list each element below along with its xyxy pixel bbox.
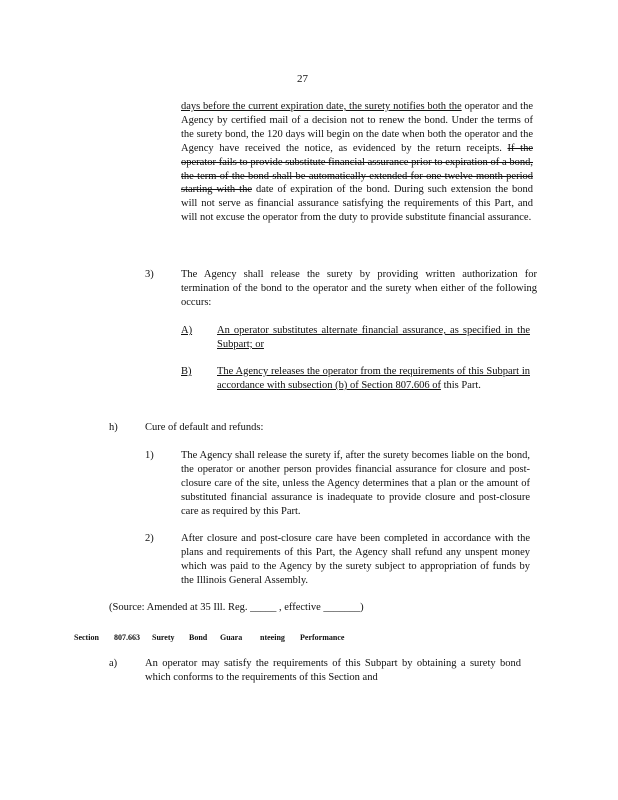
heading-word-3: Guara xyxy=(220,633,243,642)
subitem-a-label: A) xyxy=(181,325,193,336)
subsection-h-label: h) xyxy=(109,422,118,433)
source-blank-effective: _______ xyxy=(323,602,361,613)
underlined-insertion: days before the current expiration date, the surety notifies both the xyxy=(181,101,462,112)
source-text: (Source: Amended at 35 Ill. Reg. xyxy=(109,602,251,613)
continued-paragraph xyxy=(181,100,533,225)
heading-word-2: Bond xyxy=(189,633,208,642)
paragraph-text: operator and the Agency by certified mail of a decision not to renew the bond. Under the terms of the surety bond, the 120 days will begin on the date when both the operator and the Agency have received the notice, as evidenced by the return receipts. xyxy=(181,101,533,154)
source-note xyxy=(109,601,364,615)
paragraph-text-end: date of expiration of the bond. During such extension the bond will not serve as financial assurance satisfying the requirements of this Part, and will not excuse the operator from the duty to provide substitute financial assurance. xyxy=(181,184,533,224)
item-h1-label: 1) xyxy=(145,450,154,461)
source-blank-register: _____ xyxy=(250,602,277,613)
heading-word-1: Surety xyxy=(152,633,175,642)
struck-deletion: If the operator fails to provide substitute financial assurance prior to expiration of a bond, the term of the bond shall be automatically extended for one twelve month period starting with the xyxy=(181,142,533,196)
subitem-b-label: B) xyxy=(181,366,192,377)
source-close: ) xyxy=(360,602,364,613)
subitem-b-tail: this Part. xyxy=(440,379,481,391)
item-3-text: The Agency shall release the surety by providing written authorization for termination of the bond to the operator and the surety when either of the following occurs: xyxy=(181,269,537,308)
subsection-a-text: An operator may satisfy the requirements of this Subpart by obtaining a surety bond which conforms to the requirements of this Section and xyxy=(145,658,521,683)
subsection-h-title: Cure of default and refunds: xyxy=(145,422,264,433)
item-h1-text: The Agency shall release the surety if, after the surety becomes liable on the bond, the operator or another person provides financial assurance for closure and post-closure care of the site, unless the Agency determines that a plan or the amount of substituted financial assurance is inadequate to provide closure and post-closure care as required by this Part. xyxy=(181,450,530,517)
heading-word-5: Performance xyxy=(300,633,345,642)
section-number: 807.663 xyxy=(114,633,140,642)
section-label: Section xyxy=(74,633,99,642)
item-h2-text: After closure and post-closure care have been completed in accordance with the plans and requirements of this Part, the Agency shall refund any unspent money which was paid to the Agency by the surety subject to appropriation of funds by the Illinois General Assembly. xyxy=(181,533,530,586)
item-3-label: 3) xyxy=(145,269,154,280)
subitem-a-text: An operator substitutes alternate financial assurance, as specified in the Subpart; or xyxy=(217,325,530,350)
source-effective-text: , effective xyxy=(276,602,324,613)
subitem-b-text xyxy=(217,365,530,393)
page-number: 27 xyxy=(297,73,308,85)
subitem-b-underlined: The Agency releases the operator from the requirements of this Subpart in accordance with subsection (b) of Section 807.606 of xyxy=(217,366,530,391)
heading-word-4: nteeing xyxy=(260,633,285,642)
item-h2-label: 2) xyxy=(145,533,154,544)
subsection-a-label: a) xyxy=(109,658,118,669)
